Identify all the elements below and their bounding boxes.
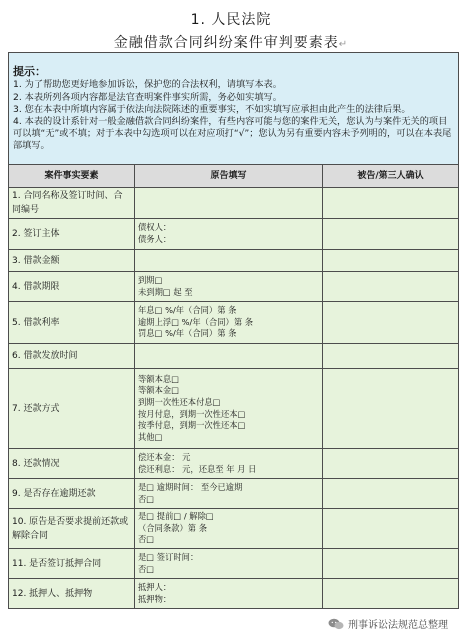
defendant-cell[interactable] bbox=[323, 250, 459, 272]
table-row bbox=[9, 219, 459, 250]
defendant-cell[interactable] bbox=[323, 549, 459, 579]
elements-table bbox=[8, 52, 459, 609]
row-label: 4. 借款期限 bbox=[9, 272, 135, 302]
column-header-row bbox=[9, 165, 459, 188]
paragraph-mark: ↵ bbox=[338, 39, 349, 50]
plaintiff-cell[interactable] bbox=[135, 449, 323, 479]
cell-line: 逾期上浮□ %/年（合同）第 条 bbox=[138, 316, 254, 327]
plaintiff-cell[interactable] bbox=[135, 302, 323, 344]
cell-line: 否□ bbox=[138, 563, 155, 574]
row-label: 11. 是否签订抵押合同 bbox=[9, 549, 135, 579]
cell-line: 抵押物： bbox=[138, 593, 172, 604]
defendant-cell[interactable] bbox=[323, 509, 459, 549]
cell-line: 否□ bbox=[138, 534, 155, 545]
cell-line: 等额本金□ bbox=[138, 385, 180, 396]
wechat-icon bbox=[328, 618, 344, 630]
table-row bbox=[9, 188, 459, 219]
watermark-text: 刑事诉讼法规范总整理 bbox=[348, 620, 448, 631]
plaintiff-cell[interactable] bbox=[135, 509, 323, 549]
row-label: 6. 借款发放时间 bbox=[9, 344, 135, 369]
defendant-cell[interactable] bbox=[323, 302, 459, 344]
tip-item-3: 3. 您在本表中所填内容属于依法向法院陈述的重要事实，不如实填写应承担由此产生的法律后果。 bbox=[13, 103, 411, 115]
cell-line: 未到期□ 起 至 bbox=[138, 286, 193, 297]
table-row bbox=[9, 344, 459, 369]
cell-line: （合同条款）第 条 bbox=[138, 522, 208, 533]
row-label: 5. 借款利率 bbox=[9, 302, 135, 344]
row-label: 1. 合同名称及签订时间、合同编号 bbox=[9, 188, 135, 219]
plaintiff-cell[interactable] bbox=[135, 250, 323, 272]
defendant-cell[interactable] bbox=[323, 479, 459, 509]
plaintiff-cell[interactable] bbox=[135, 369, 323, 449]
cell-line: 偿还利息： 元，还息至 年 月 日 bbox=[138, 463, 257, 474]
row-label: 10. 原告是否要求提前还款或解除合同 bbox=[9, 509, 135, 549]
defendant-cell[interactable] bbox=[323, 344, 459, 369]
table-row bbox=[9, 272, 459, 302]
col-header-defendant: 被告/第三人确认 bbox=[323, 165, 459, 188]
cell-line: 到期一次性还本付息□ bbox=[138, 396, 221, 407]
defendant-cell[interactable] bbox=[323, 272, 459, 302]
plaintiff-cell[interactable] bbox=[135, 272, 323, 302]
cell-line: 债务人： bbox=[138, 234, 172, 244]
cell-line: 抵押人： bbox=[138, 581, 172, 592]
table-row bbox=[9, 449, 459, 479]
form-title: 金融借款合同纠纷案件审判要素表↵ bbox=[113, 35, 349, 51]
cell-line: 其他□ bbox=[138, 431, 163, 442]
cell-line: 是□ 签订时间： bbox=[138, 551, 199, 562]
cell-line: 否□ bbox=[138, 493, 155, 504]
row-label: 7. 还款方式 bbox=[9, 369, 135, 449]
cell-line: 到期□ bbox=[138, 274, 163, 285]
defendant-cell[interactable] bbox=[323, 188, 459, 219]
tip-item-4: 4. 本表的设计系针对一般金融借款合同纠纷案件，有些内容可能与您的案件无关，您认为与案件无关的项目可以填“无”或不填；对于本表中勾选项可以在对应项打“√”；您认为另有重要内容未予列明的，可以在本表尾部填写。 bbox=[13, 116, 452, 152]
watermark bbox=[324, 615, 452, 632]
table-row bbox=[9, 549, 459, 579]
table-row bbox=[9, 369, 459, 449]
cell-line: 罚息□ %/年（合同）第 条 bbox=[138, 328, 237, 339]
defendant-cell[interactable] bbox=[323, 579, 459, 609]
table-row bbox=[9, 509, 459, 549]
col-header-plaintiff: 原告填写 bbox=[135, 165, 323, 188]
row-label: 3. 借款金额 bbox=[9, 250, 135, 272]
cell-line: 偿还本金： 元 bbox=[138, 451, 191, 462]
cell-line: 年息□ %/年（合同）第 条 bbox=[138, 305, 237, 316]
plaintiff-cell[interactable] bbox=[135, 579, 323, 609]
defendant-cell[interactable] bbox=[323, 449, 459, 479]
plaintiff-cell[interactable] bbox=[135, 479, 323, 509]
defendant-cell[interactable] bbox=[323, 369, 459, 449]
cell-line: 是□ 逾期时间： 至今已逾期 bbox=[138, 481, 243, 492]
cell-line: 等额本息□ bbox=[138, 373, 180, 384]
table-row bbox=[9, 479, 459, 509]
table-row bbox=[9, 302, 459, 344]
plaintiff-cell[interactable] bbox=[135, 188, 323, 219]
plaintiff-cell[interactable] bbox=[135, 219, 323, 250]
row-label: 12. 抵押人、抵押物 bbox=[9, 579, 135, 609]
cell-line: 是□ 提前□ / 解除□ bbox=[138, 511, 214, 522]
col-header-elements: 案件事实要素 bbox=[9, 165, 135, 188]
table-row bbox=[9, 579, 459, 609]
cell-line: 按季付息，到期一次性还本□ bbox=[138, 420, 246, 431]
row-label: 8. 还款情况 bbox=[9, 449, 135, 479]
tip-item-2: 2. 本表所列各项内容都是法官查明案件事实所需，务必如实填写。 bbox=[13, 91, 282, 103]
tips-title: 提示： bbox=[13, 65, 46, 79]
table-row bbox=[9, 250, 459, 272]
plaintiff-cell[interactable] bbox=[135, 344, 323, 369]
row-label: 2. 签订主体 bbox=[9, 219, 135, 250]
cell-line: 按月付息，到期一次性还本□ bbox=[138, 408, 246, 419]
row-label: 9. 是否存在逾期还款 bbox=[9, 479, 135, 509]
tip-item-1: 1. 为了帮助您更好地参加诉讼，保护您的合法权利，请填写本表。 bbox=[13, 79, 282, 91]
cell-line: 债权人： bbox=[138, 222, 172, 233]
court-title: 1. 人民法院 bbox=[190, 12, 272, 28]
defendant-cell[interactable] bbox=[323, 219, 459, 250]
tips-section bbox=[9, 53, 459, 165]
plaintiff-cell[interactable] bbox=[135, 549, 323, 579]
document-header bbox=[0, 0, 462, 56]
